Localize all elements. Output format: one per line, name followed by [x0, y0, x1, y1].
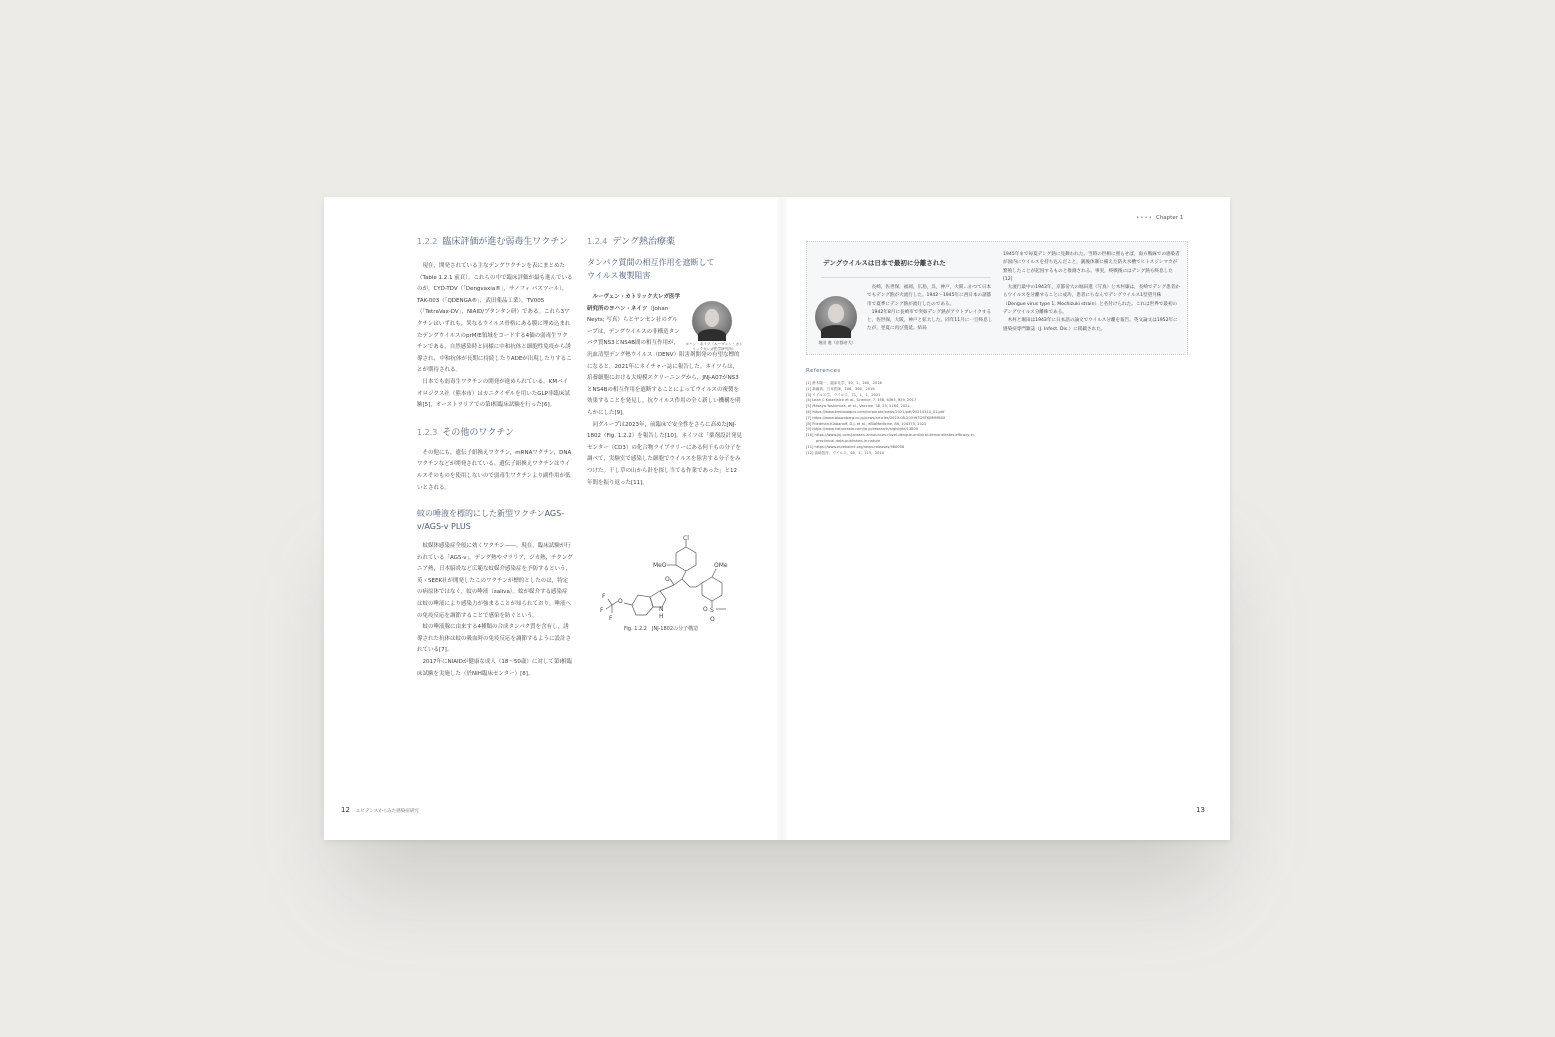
paragraph: 汎血清型デング熱ウイルス（DENV）阻害剤開発の有望な標的になると，2021年にネイチャー誌に報告した。ネイツらは，培養細胞における大規模スクリーニングから，JNJ-A07がNS3とNS4Bの相互作用を遮断することによってウイルスの複製を効果することを発見し，抗ウイルス作用の全く新しい機構を明らかにした[9]。 — [587, 351, 741, 416]
box-divider — [821, 277, 991, 278]
box-paragraph: 大流行最中の1943年，京都帝大の堀田進（写真）と木村廉は，長崎でデング患者からウイルスを分離することに成功，患者にちなんでデングウイルス1型望月株（Dengue virus type 1, Mochizuki strain）と名付けられた。これは世界で最初のデングウイルス分離株である。 — [1003, 285, 1180, 316]
paragraph: 現在，開発されている主なデングワクチンを表にまとめた（Table 1.2.1 前頁）。これらの中で臨床評価が最も進んでいるのが，CYD-TDV（「Dengvaxia®」，サノフィ パスツール），TAK-003（「QDENGA®」，武田薬品工業），TV005（「TetraVax-DV」，NIAID/ブタンタン研）である。これら3ワクチンはいずれも，異なるウイルス骨格にある膜に埋め込まれたデングウイルスのprM/E領域をコードする4価の弱毒生ワクチンである。自然感染時と同様に中和抗体と細胞性免疫から誘導され，中和抗体が長期に持続したりADEが出現したりすることが期待される。 — [417, 263, 573, 374]
paragraph-intro — [587, 292, 682, 350]
page-number-right: 13 — [1196, 806, 1205, 814]
lead-name: ルーヴェン・カトリック大レガ医学研究所のヨハン・ネイツ — [587, 294, 681, 312]
lead-text: （Johan Neyts; 写真）らとヤンセン社のグループは，デングウイルスの非構造タンパク質NS3とNS4B間の相互作用が， — [587, 305, 680, 347]
subheading-ags-v: 蚊の唾液を標的にした新型ワクチンAGS-v/AGS-v PLUS — [417, 509, 565, 531]
reference-item: [9] https://www.natureasia.com/ja-jp/research/highlight/13800 — [806, 427, 919, 432]
reference-item: preclinical-data-published-in-nature — [816, 438, 881, 443]
left-column-2 — [587, 235, 742, 489]
box-title: デングウイルスは日本で最初に分離された — [823, 259, 946, 267]
portrait-face — [705, 309, 719, 327]
portrait-caption: 堀田 進（京都帝大） — [818, 340, 856, 345]
paragraph: 蚊媒体感染症全般に効くワクチン――。現在，臨床試験が行われている「AGS-v」。デング熱やマラリア，ジカ熱，チクングニア熱，日本脳炎など広範な蚊媒介感染症を予防するという，英・SEEK社が開発したこのワクチンが標的としたのは，特定の病原体ではなく，蚊の唾液（saliva）。蚊が媒介する感染症は蚊の唾液により感染力が強まることが知られており，唾液への免疫反応を調節することで感染を防ぐという。 — [417, 543, 573, 619]
atom-label: F — [609, 615, 613, 622]
box-paragraph: 長崎，佐世保，福岡，広島，呉，神戸，大阪…かつて日本でもデング熱が大流行した。1942～1945年に西日本の諸都市で夏季にデング熱が流行したのである。 — [867, 285, 992, 307]
reference-item: [12] 高崎智彦，ウイルス，65，1，115，2014 — [806, 450, 884, 455]
box-paragraph: 1942年8月に長崎市で突如デング熱がアウトブレイクすると，佐世保，大阪，神戸と拡大した。同年11月に一旦終息したが，翌夏に再び蔓延。結局 — [867, 309, 993, 332]
section-title: 臨床評価が進む弱毒生ワクチン — [442, 237, 568, 247]
reference-item: [3] ウイルス学，ウイルス，71，1，1，2021 — [806, 392, 881, 397]
box-paragraph: 木村と堀田は1943年に日本語の論文でウイルス分離を報告。英文論文は1952年に感染症専門雑誌（J. Infect. Dis.）に掲載された。 — [1003, 318, 1178, 332]
box-paragraph: 1945年まで毎夏デング熱に見舞われた。当時の世相に照らせば，南方戦線での感染者が国内にウイルスを持ち込んだこと，銃後体制に備えた防火水槽でヒトスジシマカが繁殖したことが起因するものと推測される。事実，終戦後にはデング熱も終息した[12] — [1003, 252, 1180, 282]
reference-item: [1] 鈴木隆一，臨床化学，30，2，160，2016 — [806, 381, 882, 385]
reference-item: [5] Masaya Yoshimura, et al., Vaccine, 38, 23, 3164, 2021 — [806, 404, 910, 409]
atom-label: S — [710, 607, 714, 614]
book-spread — [324, 197, 1230, 840]
portrait-suit — [698, 329, 726, 341]
running-title: エビデンスからみた感染症研究 — [355, 809, 419, 814]
reference-item: [11] https://www.eurekalert.org/news-releases/980058 — [806, 444, 905, 449]
atom-label: H — [659, 613, 664, 620]
portrait-photo-neyts — [692, 301, 732, 341]
section-heading-1-2-3 — [417, 426, 573, 440]
subheading-treatment: タンパク質間の相互作用を遮断してウイルス複製阻害 — [587, 258, 715, 280]
paragraph: 日本でも弱毒生ワクチンの開発が進められている。KMバイオロジクス社（熊本市）はカニクイザルを用いたGLP非臨床試験[5]，オーストラリアでの第I相臨床試験を行った[6]。 — [417, 378, 570, 409]
photo-caption: ヨハン・ネイツ（ルーヴェン・カトリック大レガ医学研究所） — [685, 342, 743, 351]
paragraph: その他にも，遺伝子組換えワクチン，mRNAワクチン，DNAワクチンなどが開発されている。遺伝子組換えワクチンはウイルスそのものを使用しないので弱毒生ワクチンより副作用が低いとされる。 — [417, 449, 572, 491]
paragraph: 蚊の唾液腺に由来する4種類の合成タンパク質を含有し，誘導された抗体は蚊の吸血時の免疫反応を調節するように設計されている[7]。 — [417, 624, 572, 654]
atom-label: OMe — [714, 562, 728, 569]
reference-item: [10] https://www.jnj.com/janssen-announces-novel-dengue-antiviral-demonstrates-efficacy-in- — [806, 433, 976, 438]
paragraph: 同グループは2023年，前臨床で安全性をさらに高めたJNJ-1802（Fig. 1.2.2）を報告した[10]。ネイツは「薬剤設計発見センター（CD3）の化合物ライブラリーにある何千もの分子を調べて，実験室で感染した細胞でウイルスを阻害する分子をみつけた。干し草の山から針を探し当てる作業であった」と12年間を振り返った[11]。 — [587, 421, 742, 486]
section-heading-1-2-4 — [587, 235, 742, 249]
atom-label: O — [703, 606, 708, 613]
portrait-suit — [821, 325, 850, 338]
reference-item: [6] https://www.kmbiologics.com/corporate/news/2021/pdf/20210310_01.pdf — [806, 409, 945, 414]
atom-label: F — [602, 593, 606, 600]
chapter-dots-icon: •••• — [1136, 215, 1153, 221]
paragraph: 2017年にNIAIDが健康な成人（18～50歳）に対して第I相臨床試験を実施した（於NIH臨床センター）[8]。 — [417, 659, 572, 677]
chapter-text: Chapter 1 — [1155, 215, 1184, 221]
section-heading-1-2-2 — [417, 235, 573, 249]
references-heading: References — [806, 368, 841, 374]
section-number: 1.2.3 — [417, 427, 438, 437]
atom-label: O — [618, 598, 623, 605]
references-list — [806, 381, 1026, 456]
reference-item: [7] https://www.bloomberg.co.jp/news/articles/2020-08-20/HHTG6TKJMMMI0X — [806, 415, 946, 420]
box-text-left — [867, 284, 993, 334]
portrait-photo-hotta — [815, 296, 857, 338]
reference-item: [8] Friedman-Klabanoff, D.J. et al., eBioMedicine, 86, 104375, 2022 — [806, 421, 927, 426]
section-number: 1.2.2 — [417, 237, 438, 246]
atom-label: Cl — [683, 535, 689, 542]
atom-label: N — [659, 606, 664, 613]
left-folio — [341, 806, 419, 814]
gutter — [776, 197, 788, 840]
sidebar-box-dengue-history — [806, 241, 1188, 355]
reference-item: [2] 新藤真，日本医師，106，360，2016 — [806, 386, 875, 391]
molecule-structure-figure — [600, 535, 760, 625]
page-number-left: 12 — [341, 806, 350, 814]
intro-block — [587, 292, 682, 350]
atom-label: F — [600, 607, 604, 614]
figure-caption: Fig. 1.2.2 JNJ-1802の分子構造 — [624, 626, 699, 632]
reference-item: [4] Leah C Katzelnick et al., Science, 7, 358, 6365, 929, 2017 — [806, 398, 917, 403]
ring-top — [676, 547, 696, 571]
section-title: デング熱治療薬 — [612, 237, 675, 247]
portrait-face — [828, 304, 843, 323]
box-text-right — [1003, 251, 1180, 334]
left-column-1 — [417, 235, 573, 680]
atom-label: O — [710, 616, 715, 623]
ring-right — [702, 577, 722, 601]
section-title: その他のワクチン — [442, 427, 514, 438]
atom-label: O — [665, 576, 670, 583]
atom-label: MeO — [653, 562, 667, 569]
section-number: 1.2.4 — [587, 237, 608, 246]
chapter-label — [1136, 215, 1183, 221]
indole-benzene — [632, 595, 653, 615]
